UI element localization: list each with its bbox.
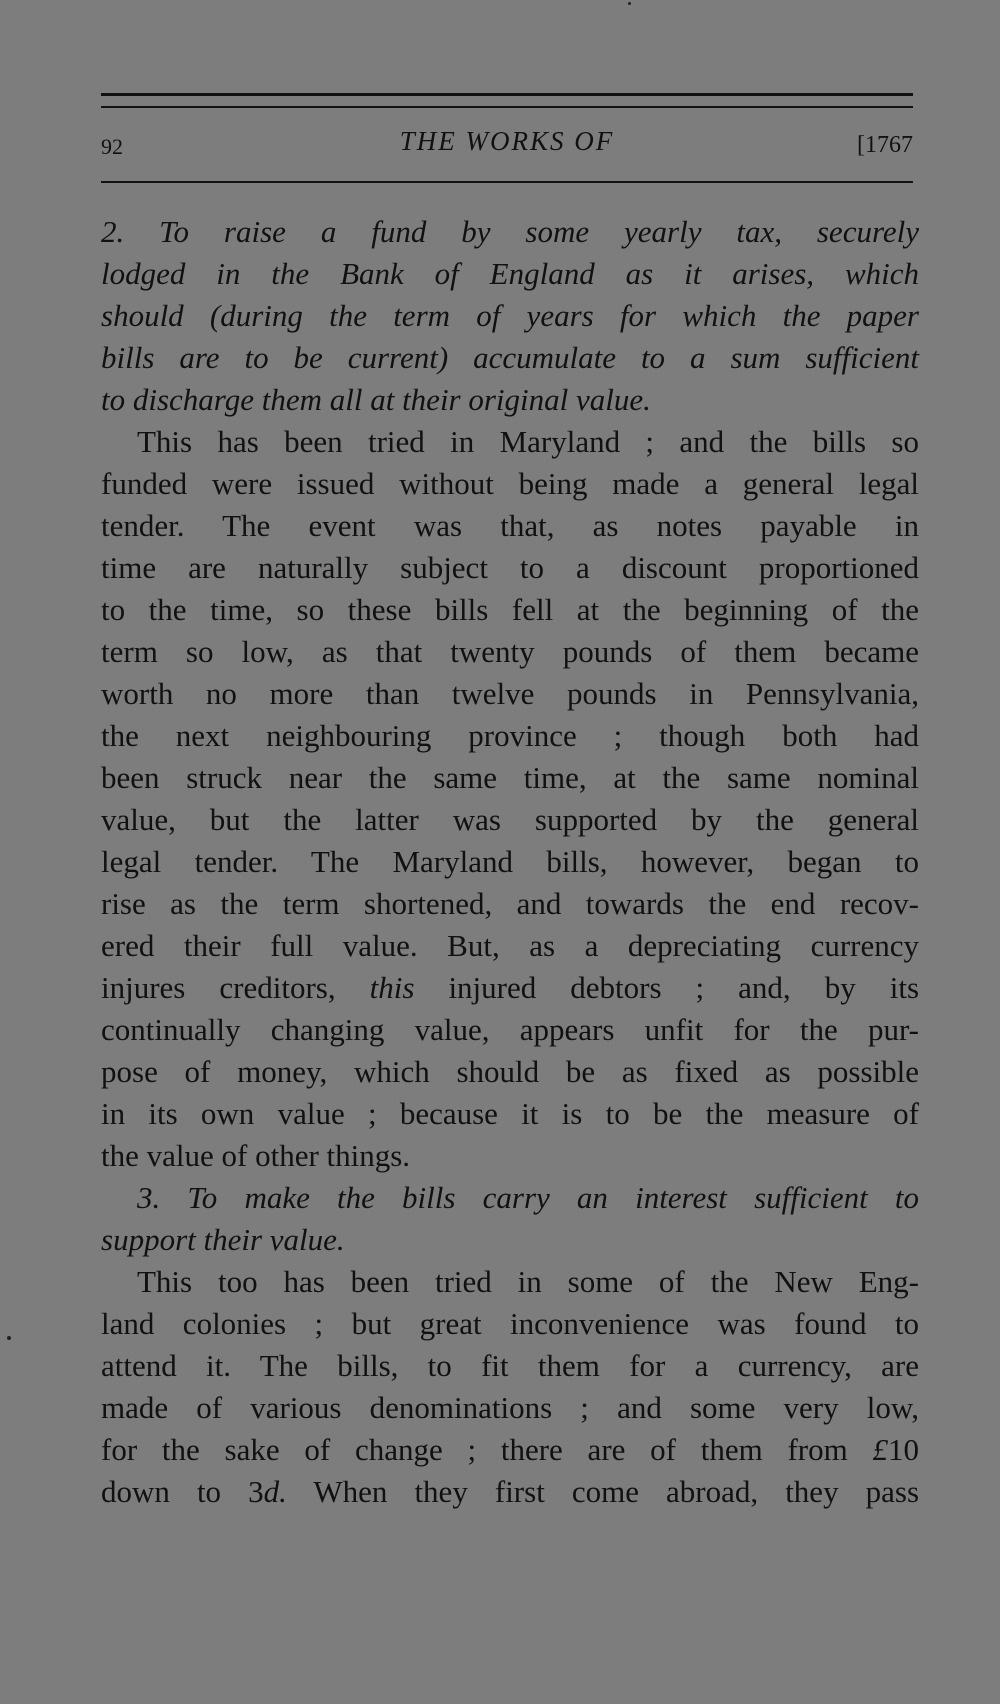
text-line: bills are to be current) accumulate to a sum sufficient xyxy=(101,340,919,375)
header-year: [1767 xyxy=(857,132,913,158)
emphasis-text: this xyxy=(369,970,415,1005)
text-line: the next neighbouring province ; though both had xyxy=(101,718,919,753)
text-line xyxy=(101,1471,919,1513)
text-line: to the time, so these bills fell at the beginning of the xyxy=(101,592,919,627)
running-header xyxy=(101,126,913,166)
print-speck xyxy=(7,1336,11,1340)
print-speck xyxy=(628,2,631,5)
running-title: THE WORKS OF xyxy=(399,126,615,156)
text-line: made of various denominations ; and some very low, xyxy=(101,1390,919,1425)
text-fragment: down to 3 xyxy=(101,1474,264,1509)
text-line: ered their full value. But, as a depreciating currency xyxy=(101,928,919,963)
text-line xyxy=(101,967,919,1009)
text-fragment: for the sake of change ; there are of them from xyxy=(101,1432,873,1467)
text-line: land colonies ; but great inconvenience was found to xyxy=(101,1306,919,1341)
text-line: pose of money, which should be as fixed as possible xyxy=(101,1054,919,1089)
text-line: legal tender. The Maryland bills, however, began to xyxy=(101,844,919,879)
text-line: should (during the term of years for which the paper xyxy=(101,298,919,333)
emphasis-text: d. xyxy=(263,1474,287,1509)
text-line: in its own value ; because it is to be the measure of xyxy=(101,1096,919,1131)
text-line: This too has been tried in some of the New Eng- xyxy=(137,1264,919,1299)
text-line: to discharge them all at their original value. xyxy=(101,382,651,417)
text-line: worth no more than twelve pounds in Pennsylvania, xyxy=(101,676,919,711)
text-fragment: injures creditors, xyxy=(101,970,370,1005)
text-line: been struck near the same time, at the same nominal xyxy=(101,760,919,795)
text-line: continually changing value, appears unfit for the pur- xyxy=(101,1012,919,1047)
text-line: support their value. xyxy=(101,1222,345,1257)
text-line: term so low, as that twenty pounds of them became xyxy=(101,634,919,669)
text-fragment: When they first come abroad, they pass xyxy=(286,1474,920,1509)
text-line: 2. To raise a fund by some yearly tax, securely xyxy=(101,214,919,249)
text-line: the value of other things. xyxy=(101,1138,411,1173)
text-line: lodged in the Bank of England as it arises, which xyxy=(101,256,919,291)
header-rule-second xyxy=(101,106,913,108)
text-line: time are naturally subject to a discount proportioned xyxy=(101,550,919,585)
page-body xyxy=(101,211,919,1513)
text-line: funded were issued without being made a general legal xyxy=(101,466,919,501)
text-line: attend it. The bills, to fit them for a currency, are xyxy=(101,1348,919,1383)
header-rule-bottom xyxy=(101,181,913,183)
pound-sign: £ xyxy=(872,1432,888,1467)
text-line xyxy=(101,1429,919,1471)
text-fragment: injured debtors ; and, by its xyxy=(414,970,920,1005)
text-line: rise as the term shortened, and towards the end recov- xyxy=(101,886,919,921)
text-fragment: 10 xyxy=(888,1432,919,1467)
header-rule-top xyxy=(101,93,913,96)
text-line: This has been tried in Maryland ; and the bills so xyxy=(137,424,919,459)
text-line: tender. The event was that, as notes payable in xyxy=(101,508,919,543)
text-line: 3. To make the bills carry an interest sufficient to xyxy=(137,1180,919,1215)
text-line: value, but the latter was supported by the general xyxy=(101,802,919,837)
page-number: 92 xyxy=(101,134,123,159)
